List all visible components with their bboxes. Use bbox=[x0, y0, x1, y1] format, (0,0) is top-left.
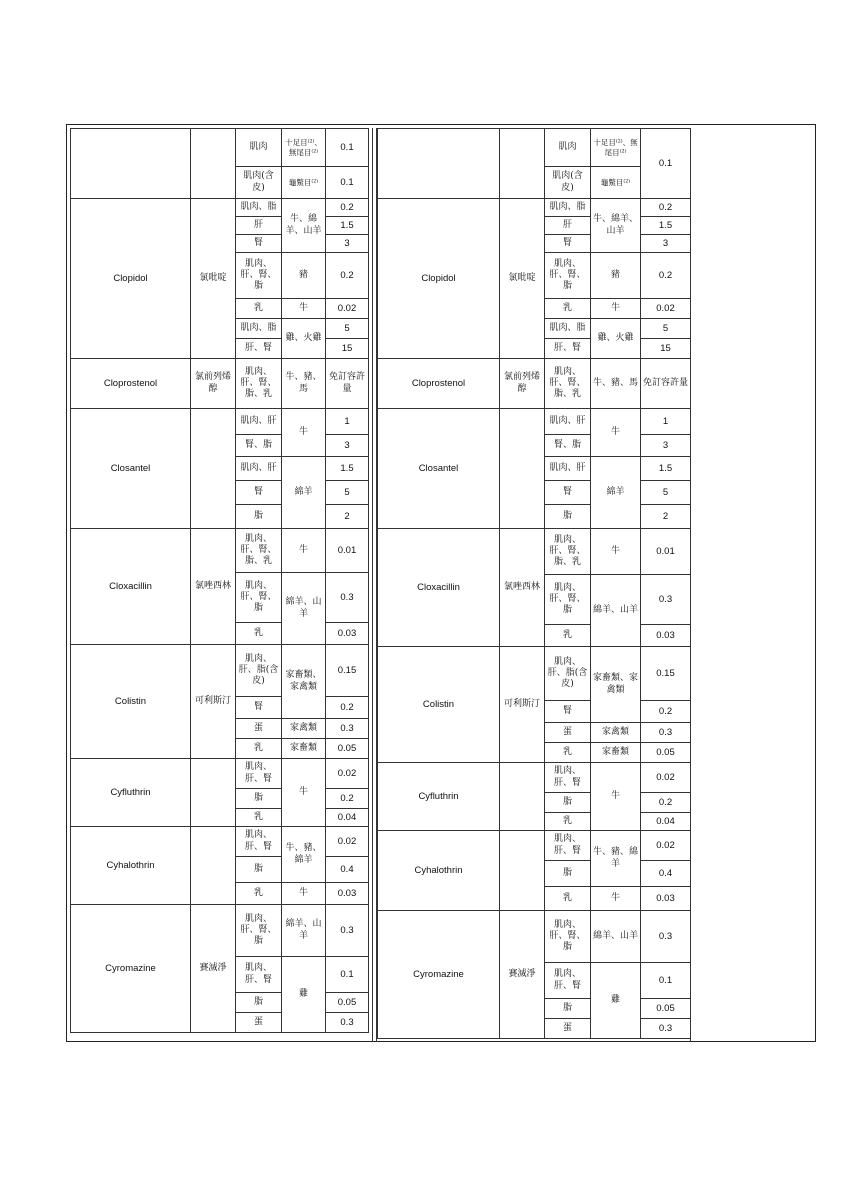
mrl-value-cell: 15 bbox=[326, 339, 369, 359]
species-cell: 牛、豬、綿羊 bbox=[282, 827, 326, 883]
tissue-cell: 乳 bbox=[236, 809, 282, 827]
species-cell: 家禽類 bbox=[591, 723, 641, 743]
tissue-cell: 腎 bbox=[236, 481, 282, 505]
mrl-value-cell: 0.02 bbox=[326, 759, 369, 789]
mrl-value-cell: 0.1 bbox=[326, 957, 369, 993]
mrl-value-cell: 0.05 bbox=[641, 743, 691, 763]
species-cell: 牛 bbox=[591, 529, 641, 575]
mrl-value-cell: 0.02 bbox=[641, 831, 691, 861]
mrl-value-cell: 0.1 bbox=[641, 963, 691, 999]
drug-chinese-name-cell: 可利斯汀 bbox=[191, 645, 236, 759]
tissue-cell: 肌肉、肝、腎、脂 bbox=[545, 253, 591, 299]
drug-name-cell: Cyromazine bbox=[378, 911, 500, 1039]
mrl-value-cell: 0.3 bbox=[326, 1013, 369, 1033]
tissue-cell: 乳 bbox=[236, 883, 282, 905]
mrl-value-cell: 0.03 bbox=[326, 883, 369, 905]
drug-chinese-name-cell: 賽滅淨 bbox=[191, 905, 236, 1033]
tissue-cell: 蛋 bbox=[545, 1019, 591, 1039]
mrl-value-cell: 0.05 bbox=[641, 999, 691, 1019]
species-cell: 牛 bbox=[591, 409, 641, 457]
mrl-value-cell: 0.1 bbox=[326, 129, 369, 167]
tissue-cell: 乳 bbox=[545, 625, 591, 647]
mrl-value-cell: 0.3 bbox=[641, 723, 691, 743]
species-cell: 綿羊 bbox=[591, 457, 641, 529]
mrl-value-cell: 1 bbox=[641, 409, 691, 435]
mrl-value-cell: 0.05 bbox=[326, 739, 369, 759]
tissue-cell: 肌肉、肝、腎、脂 bbox=[236, 905, 282, 957]
mrl-value-cell: 3 bbox=[326, 235, 369, 253]
species-cell: 牛、豬、馬 bbox=[282, 359, 326, 409]
mrl-value-cell: 0.04 bbox=[326, 809, 369, 827]
tissue-cell: 肌肉、肝、腎、脂、乳 bbox=[236, 359, 282, 409]
species-cell: 牛、綿羊、山羊 bbox=[282, 199, 326, 253]
species-cell: 豬 bbox=[282, 253, 326, 299]
tissue-cell: 腎 bbox=[236, 697, 282, 719]
tissue-cell: 脂 bbox=[236, 857, 282, 883]
drug-chinese-name-cell bbox=[500, 409, 545, 529]
mrl-value-cell: 0.03 bbox=[326, 623, 369, 645]
drug-chinese-name-cell: 氯唑西林 bbox=[191, 529, 236, 645]
tissue-cell: 脂 bbox=[545, 505, 591, 529]
mrl-value-cell: 0.2 bbox=[641, 199, 691, 217]
mrl-value-cell: 0.04 bbox=[641, 813, 691, 831]
tissue-cell: 肌肉、脂 bbox=[236, 319, 282, 339]
tissue-cell: 蛋 bbox=[236, 1013, 282, 1033]
column-separator bbox=[372, 128, 373, 1042]
drug-name-cell: Cloprostenol bbox=[71, 359, 191, 409]
tissue-cell: 肌肉 bbox=[545, 129, 591, 167]
species-cell: 家畜類 bbox=[591, 743, 641, 763]
tissue-cell: 肌肉、肝、腎、脂、乳 bbox=[236, 529, 282, 573]
species-cell: 牛、綿羊、山羊 bbox=[591, 199, 641, 253]
tissue-cell: 肌肉、脂 bbox=[545, 319, 591, 339]
mrl-value-cell: 5 bbox=[641, 481, 691, 505]
species-cell: 綿羊、山羊 bbox=[282, 905, 326, 957]
drug-chinese-name-cell: 氯吡啶 bbox=[191, 199, 236, 359]
drug-chinese-name-cell bbox=[191, 759, 236, 827]
tissue-cell: 肌肉、脂 bbox=[545, 199, 591, 217]
tissue-cell: 乳 bbox=[545, 299, 591, 319]
tissue-cell: 肌肉、肝、腎、脂 bbox=[545, 911, 591, 963]
drug-chinese-name-cell bbox=[500, 831, 545, 911]
drug-chinese-name-cell: 氯唑西林 bbox=[500, 529, 545, 647]
tissue-cell: 乳 bbox=[545, 743, 591, 763]
tissue-cell: 肝、腎 bbox=[545, 339, 591, 359]
mrl-value-cell: 0.2 bbox=[641, 793, 691, 813]
tissue-cell: 乳 bbox=[545, 813, 591, 831]
tissue-cell: 脂 bbox=[545, 793, 591, 813]
tissue-cell: 肌肉、肝 bbox=[236, 409, 282, 435]
species-cell: 雞、火雞 bbox=[591, 319, 641, 359]
mrl-value-cell: 0.01 bbox=[641, 529, 691, 575]
tissue-cell: 腎 bbox=[545, 481, 591, 505]
tissue-cell: 肌肉、肝、腎 bbox=[545, 963, 591, 999]
tissue-cell: 肌肉、脂 bbox=[236, 199, 282, 217]
mrl-value-cell: 0.02 bbox=[641, 299, 691, 319]
species-cell: 十足目⁽²⁾、無尾目⁽²⁾ bbox=[591, 129, 641, 167]
species-cell: 十足目⁽²⁾、無尾目⁽²⁾ bbox=[282, 129, 326, 167]
mrl-value-cell: 1.5 bbox=[326, 217, 369, 235]
mrl-value-cell: 0.02 bbox=[326, 299, 369, 319]
tissue-cell: 脂 bbox=[236, 993, 282, 1013]
drug-name-cell: Clopidol bbox=[378, 199, 500, 359]
mrl-value-cell: 0.15 bbox=[641, 647, 691, 701]
mrl-value-cell: 0.03 bbox=[641, 625, 691, 647]
mrl-value-cell: 0.3 bbox=[641, 575, 691, 625]
drug-chinese-name-cell bbox=[191, 129, 236, 199]
mrl-value-cell: 2 bbox=[326, 505, 369, 529]
species-cell: 雞、火雞 bbox=[282, 319, 326, 359]
mrl-value-cell: 0.2 bbox=[326, 253, 369, 299]
species-cell: 綿羊 bbox=[282, 457, 326, 529]
tissue-cell: 肌肉(含皮) bbox=[545, 167, 591, 199]
drug-chinese-name-cell bbox=[500, 763, 545, 831]
tissue-cell: 乳 bbox=[236, 299, 282, 319]
mrl-value-cell: 免訂容許量 bbox=[641, 359, 691, 409]
species-cell: 家畜類、家禽類 bbox=[282, 645, 326, 719]
mrl-value-cell: 0.3 bbox=[326, 905, 369, 957]
species-cell: 雞 bbox=[282, 957, 326, 1033]
tissue-cell: 腎 bbox=[236, 235, 282, 253]
mrl-value-cell: 15 bbox=[641, 339, 691, 359]
drug-name-cell: Cloxacillin bbox=[378, 529, 500, 647]
tissue-cell: 肌肉、肝、腎、脂 bbox=[236, 253, 282, 299]
mrl-value-cell: 2 bbox=[641, 505, 691, 529]
tissue-cell: 肝 bbox=[236, 217, 282, 235]
species-cell: 牛 bbox=[282, 299, 326, 319]
tissue-cell: 腎 bbox=[545, 235, 591, 253]
mrl-value-cell: 0.2 bbox=[326, 199, 369, 217]
tissue-cell: 乳 bbox=[236, 623, 282, 645]
mrl-value-cell: 0.15 bbox=[326, 645, 369, 697]
mrl-value-cell: 0.4 bbox=[326, 857, 369, 883]
drug-chinese-name-cell bbox=[191, 827, 236, 905]
mrl-value-cell: 0.01 bbox=[326, 529, 369, 573]
mrl-value-cell: 0.05 bbox=[326, 993, 369, 1013]
drug-chinese-name-cell bbox=[191, 409, 236, 529]
mrl-value-cell: 0.02 bbox=[641, 763, 691, 793]
mrl-value-cell: 0.2 bbox=[641, 253, 691, 299]
drug-chinese-name-cell bbox=[500, 129, 545, 199]
mrl-value-cell: 3 bbox=[641, 435, 691, 457]
tissue-cell: 脂 bbox=[545, 861, 591, 887]
tissue-cell: 肌肉、肝、腎 bbox=[236, 957, 282, 993]
tissue-cell: 蛋 bbox=[545, 723, 591, 743]
drug-name-cell: Closantel bbox=[71, 409, 191, 529]
mrl-value-cell: 0.3 bbox=[641, 911, 691, 963]
residue-table-right bbox=[377, 128, 691, 1039]
drug-name-cell: Cyhalothrin bbox=[71, 827, 191, 905]
species-cell: 牛 bbox=[282, 759, 326, 827]
tissue-cell: 乳 bbox=[236, 739, 282, 759]
species-cell: 龜鱉目⁽²⁾ bbox=[591, 167, 641, 199]
drug-name-cell: Cloprostenol bbox=[378, 359, 500, 409]
species-cell: 綿羊、山羊 bbox=[591, 575, 641, 647]
tissue-cell: 肌肉、肝、脂(含皮) bbox=[545, 647, 591, 701]
tissue-cell: 肌肉、肝、腎 bbox=[545, 763, 591, 793]
drug-name-cell: Cyromazine bbox=[71, 905, 191, 1033]
species-cell: 家畜類 bbox=[282, 739, 326, 759]
tissue-cell: 肌肉、肝、腎 bbox=[236, 827, 282, 857]
tissue-cell: 肌肉、肝、腎、脂 bbox=[545, 575, 591, 625]
mrl-value-cell: 3 bbox=[326, 435, 369, 457]
species-cell: 牛 bbox=[591, 299, 641, 319]
tissue-cell: 肌肉、肝、腎 bbox=[236, 759, 282, 789]
species-cell: 龜鱉目⁽²⁾ bbox=[282, 167, 326, 199]
tissue-cell: 腎、脂 bbox=[236, 435, 282, 457]
species-cell: 綿羊、山羊 bbox=[591, 911, 641, 963]
tissue-cell: 蛋 bbox=[236, 719, 282, 739]
drug-name-cell: Clopidol bbox=[71, 199, 191, 359]
mrl-value-cell: 0.02 bbox=[326, 827, 369, 857]
mrl-value-cell: 免訂容許量 bbox=[326, 359, 369, 409]
tissue-cell: 腎 bbox=[545, 701, 591, 723]
species-cell: 牛、豬、馬 bbox=[591, 359, 641, 409]
mrl-value-cell: 3 bbox=[641, 235, 691, 253]
mrl-value-cell: 0.03 bbox=[641, 887, 691, 911]
right-margin-rule bbox=[690, 128, 691, 1042]
species-cell: 牛 bbox=[282, 409, 326, 457]
mrl-value-cell: 0.4 bbox=[641, 861, 691, 887]
drug-name-cell: Cyhalothrin bbox=[378, 831, 500, 911]
mrl-value-cell: 0.2 bbox=[641, 701, 691, 723]
mrl-value-cell: 1.5 bbox=[326, 457, 369, 481]
tissue-cell: 肌肉、肝、腎、脂、乳 bbox=[545, 359, 591, 409]
tissue-cell: 肌肉、肝 bbox=[236, 457, 282, 481]
tissue-cell: 肝 bbox=[545, 217, 591, 235]
mrl-value-cell: 5 bbox=[641, 319, 691, 339]
drug-name-cell: Colistin bbox=[378, 647, 500, 763]
species-cell: 牛 bbox=[591, 763, 641, 831]
species-cell: 牛、豬、綿羊 bbox=[591, 831, 641, 887]
drug-name-cell bbox=[71, 129, 191, 199]
drug-name-cell: Cyfluthrin bbox=[71, 759, 191, 827]
drug-chinese-name-cell: 氯吡啶 bbox=[500, 199, 545, 359]
tissue-cell: 肌肉、肝 bbox=[545, 409, 591, 435]
species-cell: 牛 bbox=[282, 883, 326, 905]
drug-name-cell: Closantel bbox=[378, 409, 500, 529]
mrl-value-cell: 0.3 bbox=[326, 719, 369, 739]
mrl-value-cell: 5 bbox=[326, 319, 369, 339]
species-cell: 綿羊、山羊 bbox=[282, 573, 326, 645]
mrl-value-cell: 0.2 bbox=[326, 789, 369, 809]
tissue-cell: 脂 bbox=[236, 789, 282, 809]
tissue-cell: 肌肉、肝、脂(含皮) bbox=[236, 645, 282, 697]
residue-table-left bbox=[70, 128, 369, 1033]
tissue-cell: 肝、腎 bbox=[236, 339, 282, 359]
species-cell: 豬 bbox=[591, 253, 641, 299]
drug-name-cell: Cloxacillin bbox=[71, 529, 191, 645]
tissue-cell: 肌肉、肝、腎、脂 bbox=[236, 573, 282, 623]
tissue-cell: 肌肉(含皮) bbox=[236, 167, 282, 199]
tissue-cell: 肌肉、肝 bbox=[545, 457, 591, 481]
mrl-value-cell: 0.2 bbox=[326, 697, 369, 719]
drug-chinese-name-cell: 氯前列烯醇 bbox=[191, 359, 236, 409]
drug-chinese-name-cell: 賽滅淨 bbox=[500, 911, 545, 1039]
species-cell: 家畜類、家禽類 bbox=[591, 647, 641, 723]
mrl-value-cell: 0.3 bbox=[326, 573, 369, 623]
mrl-value-cell: 1.5 bbox=[641, 217, 691, 235]
tissue-cell: 肌肉、肝、腎、脂、乳 bbox=[545, 529, 591, 575]
drug-chinese-name-cell: 可利斯汀 bbox=[500, 647, 545, 763]
mrl-value-cell: 0.1 bbox=[641, 129, 691, 199]
tissue-cell: 肌肉 bbox=[236, 129, 282, 167]
species-cell: 牛 bbox=[591, 887, 641, 911]
species-cell: 家禽類 bbox=[282, 719, 326, 739]
tissue-cell: 乳 bbox=[545, 887, 591, 911]
mrl-value-cell: 1 bbox=[326, 409, 369, 435]
tissue-cell: 脂 bbox=[236, 505, 282, 529]
drug-name-cell bbox=[378, 129, 500, 199]
drug-name-cell: Cyfluthrin bbox=[378, 763, 500, 831]
drug-name-cell: Colistin bbox=[71, 645, 191, 759]
species-cell: 雞 bbox=[591, 963, 641, 1039]
mrl-value-cell: 0.1 bbox=[326, 167, 369, 199]
species-cell: 牛 bbox=[282, 529, 326, 573]
tissue-cell: 肌肉、肝、腎 bbox=[545, 831, 591, 861]
drug-chinese-name-cell: 氯前列烯醇 bbox=[500, 359, 545, 409]
mrl-value-cell: 5 bbox=[326, 481, 369, 505]
mrl-value-cell: 0.3 bbox=[641, 1019, 691, 1039]
tissue-cell: 腎、脂 bbox=[545, 435, 591, 457]
mrl-value-cell: 1.5 bbox=[641, 457, 691, 481]
tissue-cell: 脂 bbox=[545, 999, 591, 1019]
